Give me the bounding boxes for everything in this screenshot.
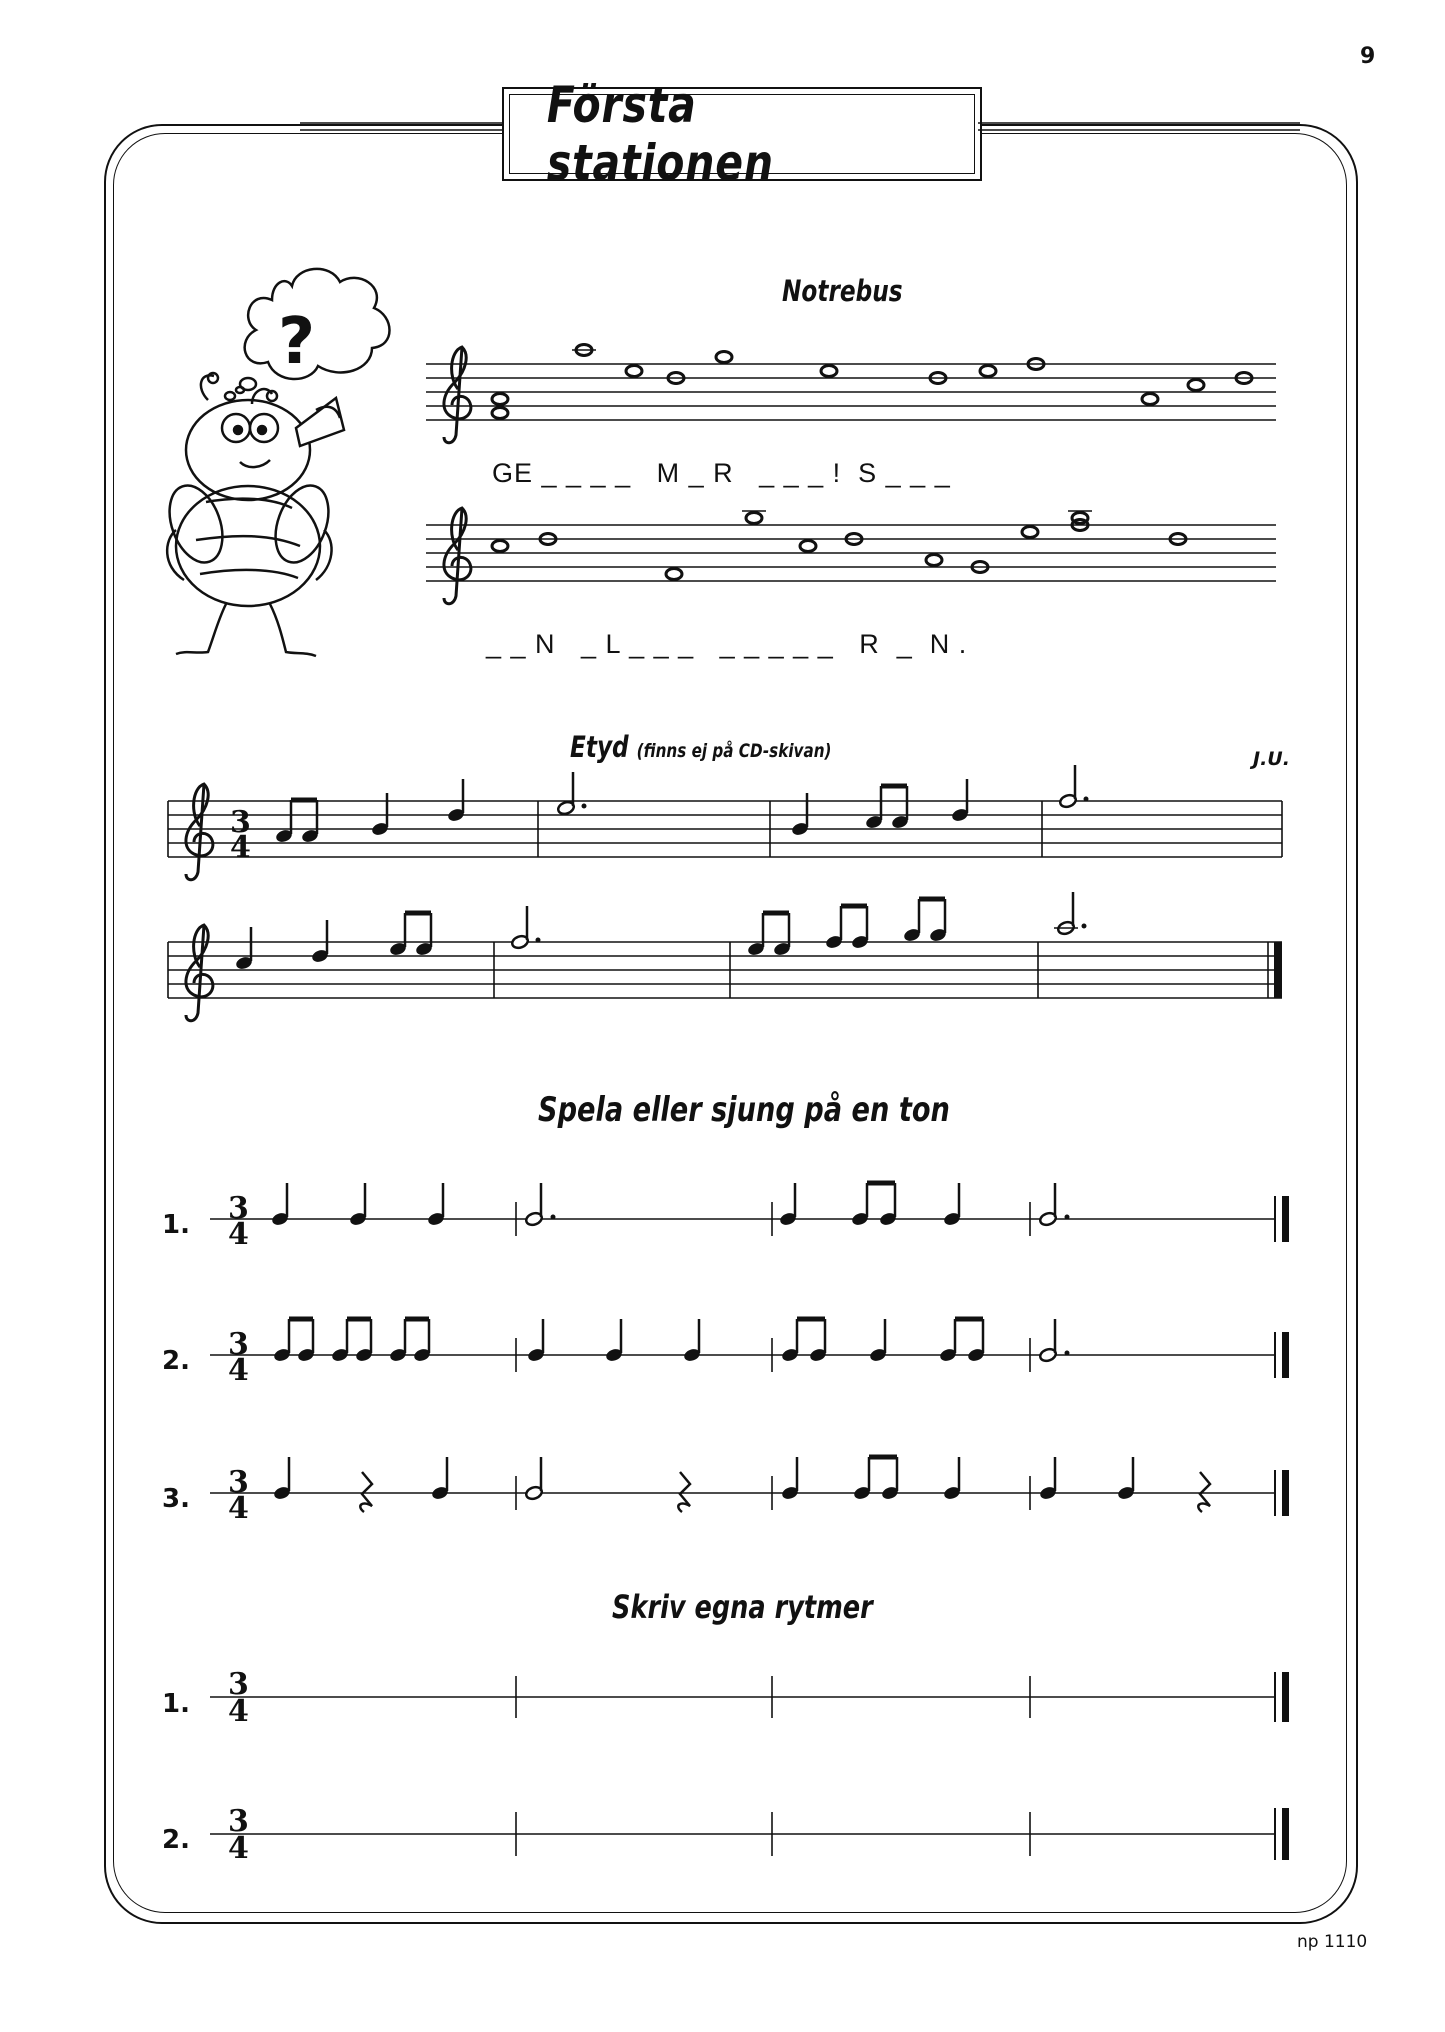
rebus-notes-2 (492, 511, 1186, 580)
bee-mascot-icon (160, 269, 390, 656)
svg-text:3: 3 (228, 1804, 249, 1839)
write-final-barlines (1274, 1672, 1289, 1860)
notrebus-heading: Notrebus (782, 274, 903, 308)
spela-row-label: 2. (162, 1346, 190, 1376)
skriv-row-label: 1. (162, 1689, 190, 1719)
spela-row-label: 3. (162, 1484, 190, 1514)
write-line-2[interactable] (210, 1812, 1274, 1856)
treble-clef-icon (186, 784, 213, 880)
rhythm-final-barlines (1274, 1196, 1289, 1516)
spela-heading: Spela eller sjung på en ton (538, 1090, 950, 1130)
final-barline (1274, 942, 1282, 998)
svg-text:3: 3 (228, 1327, 249, 1362)
rhythm-line-1 (210, 1202, 1274, 1236)
svg-text:4: 4 (228, 1353, 249, 1388)
question-mark-icon: ? (278, 305, 316, 379)
etyd-staff-1 (168, 801, 1282, 857)
rhythm-time-signatures (228, 1191, 249, 1526)
footer-code: np 1110 (1297, 1932, 1368, 1952)
svg-text:4: 4 (228, 1694, 249, 1729)
etyd-subtitle: (finns ej på CD-skivan) (636, 740, 832, 762)
treble-clef-icon (444, 508, 471, 604)
svg-text:4: 4 (228, 1491, 249, 1526)
rhythm-notes-2 (273, 1319, 1070, 1363)
rhythm-notes-1 (271, 1183, 1070, 1227)
treble-clef-icon (186, 925, 213, 1021)
rebus-line-1: GE _ _ _ _ M _ R _ _ _ ! S _ _ _ (492, 458, 951, 488)
etyd-notes-1 (275, 765, 1089, 844)
title-rules (300, 123, 1300, 130)
page-number: 9 (1360, 44, 1376, 69)
svg-text:3: 3 (228, 1191, 249, 1226)
spela-row-label: 1. (162, 1210, 190, 1240)
skriv-row-label: 2. (162, 1825, 190, 1855)
svg-text:4: 4 (228, 1831, 249, 1866)
rebus-staff-1 (426, 364, 1276, 420)
write-time-signatures (228, 1667, 249, 1866)
etyd-staff-2 (168, 942, 1282, 998)
time-signature-top: 3 (230, 805, 251, 840)
treble-clef-icon (444, 347, 471, 443)
svg-text:3: 3 (228, 1667, 249, 1702)
page-title: Första stationen (546, 76, 774, 192)
etyd-notes-2 (235, 892, 1087, 971)
write-line-1[interactable] (210, 1676, 1274, 1718)
svg-text:3: 3 (228, 1465, 249, 1500)
composer-credit: J.U. (1253, 748, 1290, 770)
time-signature-bottom: 4 (230, 830, 251, 865)
rhythm-notes-3 (273, 1457, 1210, 1512)
rebus-notes-1 (492, 345, 1252, 419)
skriv-heading: Skriv egna rytmer (612, 1588, 873, 1626)
rebus-line-2: _ _ N _ L _ _ _ _ _ _ _ _ R _ N . (486, 629, 968, 659)
etyd-title: Etyd (570, 730, 629, 764)
svg-text:4: 4 (228, 1217, 249, 1252)
